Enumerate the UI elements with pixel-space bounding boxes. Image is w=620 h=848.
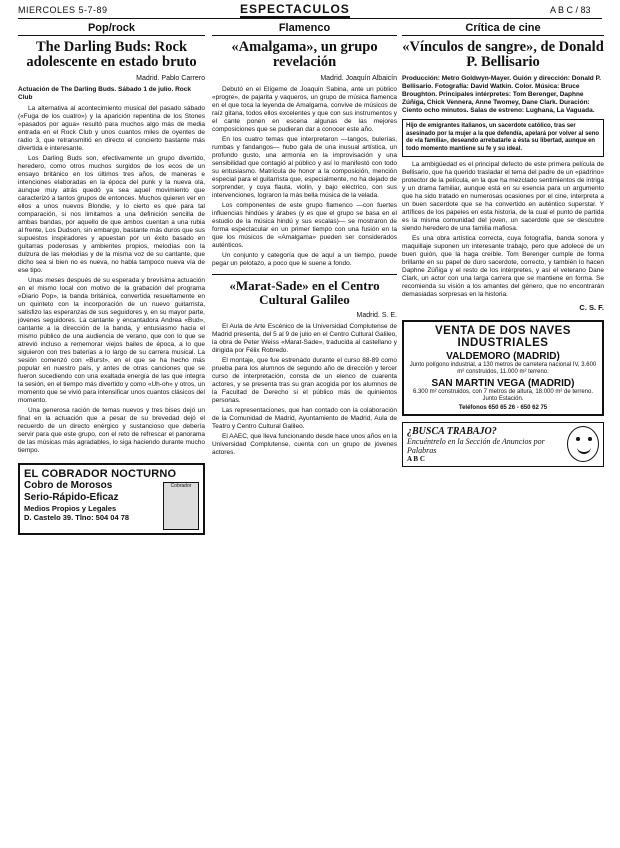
article-paragraph: Es una obra artística correcta, cuya fotografía, banda sonora y maquillaje suponen un interesante trabajo, pero que adolece de un buen guión, que la haga creíble. Tom Berenger cumple de forma brillante en su papel de duro sacerdote, correcto, y también lo hacen Daphne Zúñiga y el resto de los intérpretes, y así el veterano Dane Clark, un actor con una larga carrera que se mantiene en forma. Se recomienda su visión a los amantes del género, que no encontrarán demasiadas sorpresas en la historia. [402, 235, 604, 298]
article-byline: Madrid. S. E. [356, 312, 397, 319]
film-credits: Producción: Metro Goldwyn-Mayer. Guión y dirección: Donald P. Bellisario. Fotografía: David Watkin. Color. Música: Bruce Broughton. Principales intérpretes: Tom Berenger, Daphne Zúñiga, Chick Vennera, Anne Twomey, Dane Clark. Duración: Ciento ocho minutos. Salas de estreno: Lughana, La Vaguada. [402, 75, 601, 114]
article-headline-darling-buds: The Darling Buds: Rock adolescente en estado bruto [26, 39, 197, 70]
article-paragraph: Una generosa ración de temas nuevos y tres bises dejó un final en la actuación que a pesar de su brevedad dejó el recuerdo de un directo enérgico y sustancioso que debería servir para que este grupo, con el reto de refrescar el panorama de las músicas más agradables, lo siga haciendo durante mucho tiempo. [18, 407, 205, 454]
article-paragraph: En los cuatro temas que interpretaron —tangos, bulerías, rumbas y fandangos— hubo gala de una inusual artística, un profundo gusto, una armonía en la improvisación y una sensibilidad que contagió al público y así lo manifestó con todo su entusiasmo. Matrícula de honor a la composición, mención especial para el guitarrista que, especialmente, no ha dejado de sorprender, y cuya flauta, violín, y bajo eléctrico, con sus intervenciones, lograron la más bella música de la velada. [212, 136, 397, 199]
article-byline: Madrid. Joaquín Albaicín [320, 75, 397, 82]
ad-cobrador-sign-text: Cobrador [170, 483, 192, 489]
column-critica-cine [402, 22, 604, 842]
ad-cobrador-line: Medios Propios y Legales [24, 504, 117, 513]
smiley-face-icon [567, 426, 599, 462]
column-flamenco [212, 22, 397, 842]
ad-naves-phone: Teléfonos 650 65 26 - 650 62 75 [458, 405, 548, 411]
ad-cobrador-address: D. Castelo 39. Tlno: 504 04 78 [24, 513, 130, 522]
ad-venta-naves [402, 320, 604, 416]
ad-naves-location: SAN MARTIN VEGA (MADRID) [431, 378, 575, 389]
ad-trabajo-logo: A B C [407, 455, 425, 463]
section-label-flamenco: Flamenco [212, 22, 397, 36]
ad-cobrador-nocturno [18, 463, 205, 535]
header-rule [18, 18, 602, 19]
ad-cobrador-title: EL COBRADOR NOCTURNO [24, 468, 177, 480]
ad-cobrador-sign-illustration [163, 482, 199, 530]
article-signature: C. S. F. [579, 303, 604, 312]
column-pop-rock [18, 22, 205, 842]
header-section-title: ESPECTACULOS [240, 2, 350, 16]
article-headline-amalgama: «Amalgama», un grupo revelación [231, 39, 378, 70]
ad-cobrador-line: Serio-Rápido-Eficaz [24, 492, 119, 503]
ad-cobrador-line: Cobro de Morosos [24, 480, 113, 491]
ad-naves-title: VENTA DE DOS NAVES INDUSTRIALES [435, 325, 571, 349]
ad-trabajo-text: Encuéntrelo en la Sección de Anuncios por Palabras [407, 437, 545, 455]
section-label-critica-cine: Crítica de cine [402, 22, 604, 36]
ad-naves-location: VALDEMORO (MADRID) [446, 351, 560, 362]
article-paragraph: Unas meses después de su esperada y brevísima actuación en el mismo local con motivo de la grabación del programa «Diario Pop», la banda británica, convertida resueltamente en un quinteto con la incorporación de un nuevo guitarrista, satisfizo las esperanzas de sus seguidores y, en su mayor parte, jóvenes seguidores. La cantante y encantadora Andrea «Bud», cantante a la dirección de la banda, y entusiasmo hacia el mismo público de una audiencia de verano, que con lo que se atrevió incluso a rememorar viejos bailes de época, a lo que siguieron con tres baterías a lo largo de su carrera musical. La sesión comenzó con «Burst», en el que se ha hecho más popular en nuestro país, y antes de otras canciones que se fueron sucediendo con una exaltada energía de las que integra la sesión, en el tiempo más divertido y como «Uh-oh» y otros, un momento que se vivió para intensificar unos cuantos clásicos del momento. [18, 277, 205, 404]
section-label-pop-rock: Pop/rock [18, 22, 205, 36]
article-paragraph: La ambigüedad es el principal defecto de este primera película de Bellisario, que ha querido trasladar el tema del padre de un «padrino» protector de la película, en la que ha mezclado sentimientos de intriga y un drama familiar, aunque está en su esencia para un argumento que ha sido tratado en numerosas ocasiones por el cine, interpreta a un buen sacerdote que se ha convertido en auténtico superstar. Y artífices de los papeles en esta historia, de la cual el punto de partida es la misma comunidad del joven, un sacerdote que se descubre siendo heredero de una familia mafiosa. [402, 161, 604, 232]
header-date: MIERCOLES 5-7-89 [18, 5, 108, 15]
article-paragraph: La alternativa al acontecimiento musical del pasado sábado («Fuga de los cuatro») y la aparición repentina de los Stones «pasados por agua» resultó para muchos algo más de media entrada en el Rock Club y unos cuantos miles de oyentes de radio 3, que retransmitió en directo el concierto bastante más divertida e interesante. [18, 105, 205, 152]
article-separator [212, 274, 397, 275]
article-paragraph: El Aula de Arte Escénico de la Universidad Complutense de Madrid presenta, del 5 al 9 de julio en el Centro Cultural Galileo, la obra de Peter Weiss «Marat-Sade», traducida al castellano y dirigida por Félix Robredo. [212, 323, 397, 354]
ad-trabajo-title: ¿BUSCA TRABAJO? [407, 426, 497, 437]
article-paragraph: Debutó en el Elígeme de Joaquín Sabina, ante un público «progre», de pajarita y vaqueros, un grupo de música flamenca en el que toca la leyenda de Amalgama, convive de músicos de raíz gitana, todos ellos excelentes y que con sus instrumentos y el cante ponen en escena algunas de las mejores composiciones que se pudieran dar a conocer este año. [212, 86, 397, 133]
article-headline-marat-sade: «Marat-Sade» en el Centro Cultural Galileo [229, 278, 380, 307]
ad-naves-description: 6.300 m² construidos, con 7 metros de altura, 18.000 m² de terreno. Junto Estación. [412, 389, 594, 402]
article-paragraph: Un conjunto y categoría que de aquí a un tiempo, puede pegar un pelotazo, a poco que le suene a fondo. [212, 252, 397, 267]
article-credits: Actuación de The Darling Buds. Sábado 1 de julio. Rock Club [18, 86, 191, 101]
header-page-number: A B C / 83 [550, 5, 591, 15]
article-paragraph: Los componentes de este grupo flamenco —con fuertes influencias hindúes y árabes (y es que el grupo se basa en el estudio de la música hindú y sus escalas)— se mostraron de forma espectacular en un primer tiempo con una fusión en la que los músicos de «Amalgama» pueden ser considerados auténticos. [212, 202, 397, 249]
ad-naves-description: Junto polígono industrial, a 130 metros de carretera nacional IV, 3.600 m² construidos, 11.000 m² terreno. [409, 362, 597, 375]
article-paragraph: Las representaciones, que han contado con la colaboración de la Comunidad de Madrid, Ayuntamiento de Madrid, Aula de Teatro y Centro Cultural Galileo. [212, 407, 397, 430]
article-paragraph: Los Darling Buds son, efectivamente un grupo divertido, heredero, como otros muchos surgidos de los ecos de un ensayo británico en los últimos tres años, de maneras e intenciones elaboradas en la época del punk y la nueva ola, aunque muy atrás quedó ya sea aquel movimiento que caracterizó a tantos grupos de entonces. Muchos quieren ver en ellos a unos nuevos Blondie, y lo cierto es que para tal comparación, si nos limitamos a una definición sencilla de ambas bandas, por aquello de que ambos cuentan a una rubia al frente, Los Dudson, sin embargo, bastante más duros que sus supuestos inspiradores y apuestan por un éxito basado en guitarras poderosas y ambientes propios, melodías con la dulzura de las melodías y de la misma voz de su cantante, que dicho sea si bien no es nueva, no habla tampoco nueva vía de ese tipo. [18, 155, 205, 274]
photo-caption: Hijo de emigrantes italianos, un sacerdote católico, tras ser asesinado por la mujer a la que defendía, apelará por volver al seno de «la familia», deseando arrebatarle a ésta su libertad, aunque en todo momento mantiene su fe y su ideal. [402, 119, 604, 157]
article-paragraph: El montaje, que fue estrenado durante el curso 88-89 como prueba para los alumnos de segundo año de dirección y tercer curso de interpretación, consta de un elenco de cuarenta actores, y se presenta tras su gran acogida por los alumnos de la Facultad de Derecho si el público más de quinientos personas. [212, 357, 397, 404]
article-byline: Madrid. Pablo Carrero [136, 75, 205, 82]
article-headline-vinculos-sangre: «Vínculos de sangre», de Donald P. Bellisario [402, 39, 604, 70]
article-paragraph: El AAEC, que lleva funcionando desde hace unos años en la Universidad Complutense, cuenta con un grupo de jóvenes actores. [212, 433, 397, 456]
ad-busca-trabajo [402, 422, 604, 467]
